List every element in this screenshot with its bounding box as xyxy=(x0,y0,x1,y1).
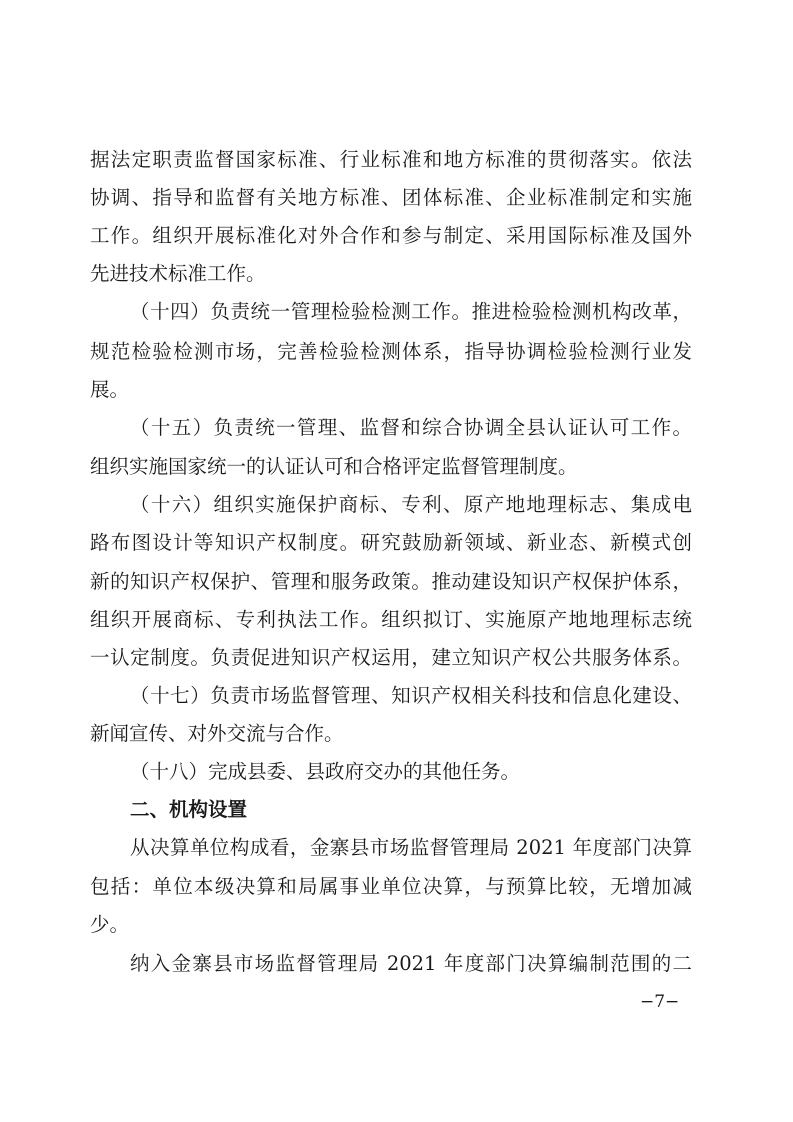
body-line: 规范检验检测市场，完善检验检测体系，指导协调检验检测行业发 xyxy=(90,340,692,363)
body-line: （十八）完成县委、县政府交办的其他任务。 xyxy=(130,760,521,783)
body-line: 纳入金寨县市场监督管理局 2021 年度部门决算编制范围的二 xyxy=(130,952,692,975)
body-line: 新闻宣传、对外交流与合作。 xyxy=(90,722,344,745)
body-line: 据法定职责监督国家标准、行业标准和地方标准的贯彻落实。依法 xyxy=(90,148,692,171)
body-line: 从决算单位构成看，金寨县市场监督管理局 2021 年度部门决算 xyxy=(130,836,692,859)
body-line: 一认定制度。负责促进知识产权运用，建立知识产权公共服务体系。 xyxy=(90,646,692,669)
page-number: −7− xyxy=(640,992,680,1012)
body-line: （十四）负责统一管理检验检测工作。推进检验检测机构改革， xyxy=(130,300,692,323)
body-line: 展。 xyxy=(90,378,130,401)
body-line: （十六）组织实施保护商标、专利、原产地地理标志、集成电 xyxy=(130,493,692,516)
body-line: 组织开展商标、专利执法工作。组织拟订、实施原产地地理标志统 xyxy=(90,608,692,631)
section-heading: 二、机构设置 xyxy=(130,798,248,821)
body-line: 组织实施国家统一的认证认可和合格评定监督管理制度。 xyxy=(90,455,578,478)
body-line: 包括：单位本级决算和局属事业单位决算，与预算比较，无增加减 xyxy=(90,875,692,898)
body-line: 工作。组织开展标准化对外合作和参与制定、采用国际标准及国外 xyxy=(90,224,692,247)
body-line: （十五）负责统一管理、监督和综合协调全县认证认可工作。 xyxy=(130,416,692,439)
body-line: 先进技术标准工作。 xyxy=(90,262,266,285)
body-line: 新的知识产权保护、管理和服务政策。推动建设知识产权保护体系， xyxy=(90,570,692,593)
body-line: 少。 xyxy=(90,913,130,936)
body-line: 路布图设计等知识产权制度。研究鼓励新领域、新业态、新模式创 xyxy=(90,531,692,554)
body-line: 协调、指导和监督有关地方标准、团体标准、企业标准制定和实施 xyxy=(90,186,692,209)
body-line: （十七）负责市场监督管理、知识产权相关科技和信息化建设、 xyxy=(130,684,692,707)
